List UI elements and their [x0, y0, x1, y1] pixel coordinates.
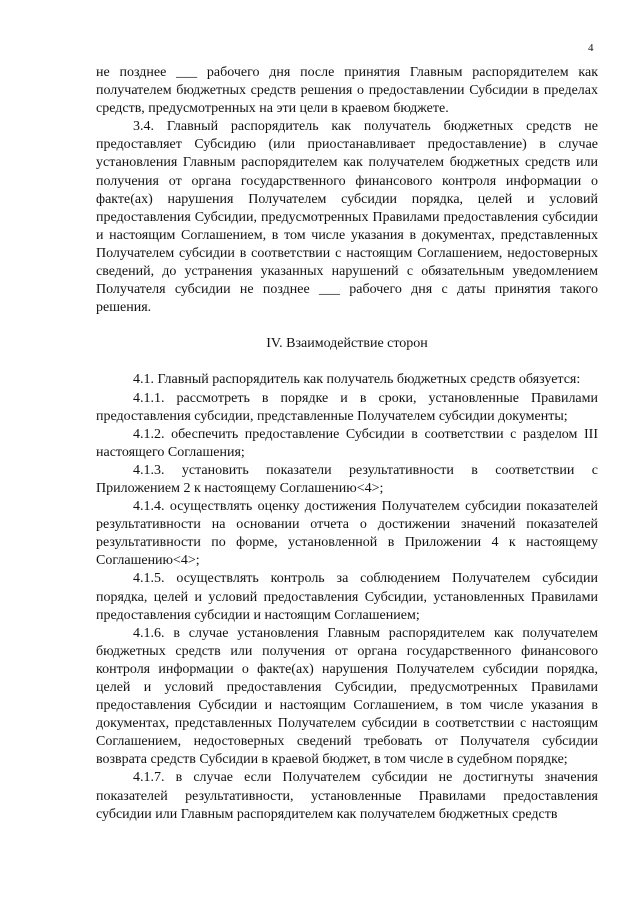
paragraph-4-1-5: 4.1.5. осуществлять контроль за соблюдением Получателем субсидии порядка, целей и условий предоставления Субсидии, установленных Правилами предоставления субсидии и настоящим Соглашением; — [96, 571, 598, 623]
paragraph-4-1: 4.1. Главный распорядитель как получатель бюджетных средств обязуется: — [133, 372, 581, 388]
paragraph-4-1-6: 4.1.6. в случае установления Главным распорядителем как получателем бюджетных средств или получения от органа государственного финансового контроля информации о факте(ах) нарушения Получателем субсидии порядка, целей и условий предоставления Субсидии, предусмотренных Правилами предоставления Субсидии и настоящим Соглашением, в том числе указания в документах, представленных Получателем субсидии в соответствии с настоящим Соглашением, недостоверных сведений требовать от Получателя субсидии возврата средств Субсидии в краевой бюджет, в том числе в судебном порядке; — [96, 625, 598, 768]
paragraph-4-1-2: 4.1.2. обеспечить предоставление Субсидии в соответствии с разделом III настоящего Соглашения; — [96, 426, 598, 460]
paragraph-3-4: 3.4. Главный распорядитель как получатель бюджетных средств не предоставляет Субсидию (или приостанавливает предоставление) в случае установления Главным распорядителем как получателем бюджетных средств или получения от органа государственного финансового контроля информации о факте(ах) нарушения Получателем субсидии порядка, целей и условий предоставления Субсидии, предусмотренных Правилами предоставления субсидии и настоящим Соглашением, в том числе указания в документах, представленных Получателем субсидии в соответствии с настоящим Соглашением, недостоверных сведений, до устранения указанных нарушений с обязательным уведомлением Получателя субсидии не позднее ___ рабочего дня с даты принятия такого решения. — [96, 119, 598, 316]
paragraph-4-1-1: 4.1.1. рассмотреть в порядке и в сроки, установленные Правилами предоставления субсидии, представленные Получателем субсидии документы; — [96, 390, 598, 424]
paragraph-4-1-3: 4.1.3. установить показатели результативности в соответствии с Приложением 2 к настоящему Соглашению<4>; — [96, 462, 598, 496]
document-body — [96, 64, 598, 824]
page-number: 4 — [588, 42, 594, 54]
paragraph-4-1-7: 4.1.7. в случае если Получателем субсидии не достигнуты значения показателей результативности, установленные Правилами предоставления субсидии или Главным распорядителем как получателем бюджетных средств — [96, 770, 598, 822]
section-heading: IV. Взаимодействие сторон — [266, 336, 428, 352]
paragraph-4-1-4: 4.1.4. осуществлять оценку достижения Получателем субсидии показателей результативности на основании отчета о достижении значений показателей результативности по форме, установленной в Приложении 4 к настоящему Соглашению<4>; — [96, 499, 598, 569]
paragraph-continuation: не позднее ___ рабочего дня после принятия Главным распорядителем как получателем бюджетных средств решения о предоставлении Субсидии в пределах средств, предусмотренных на эти цели в краевом бюджете. — [96, 65, 598, 117]
